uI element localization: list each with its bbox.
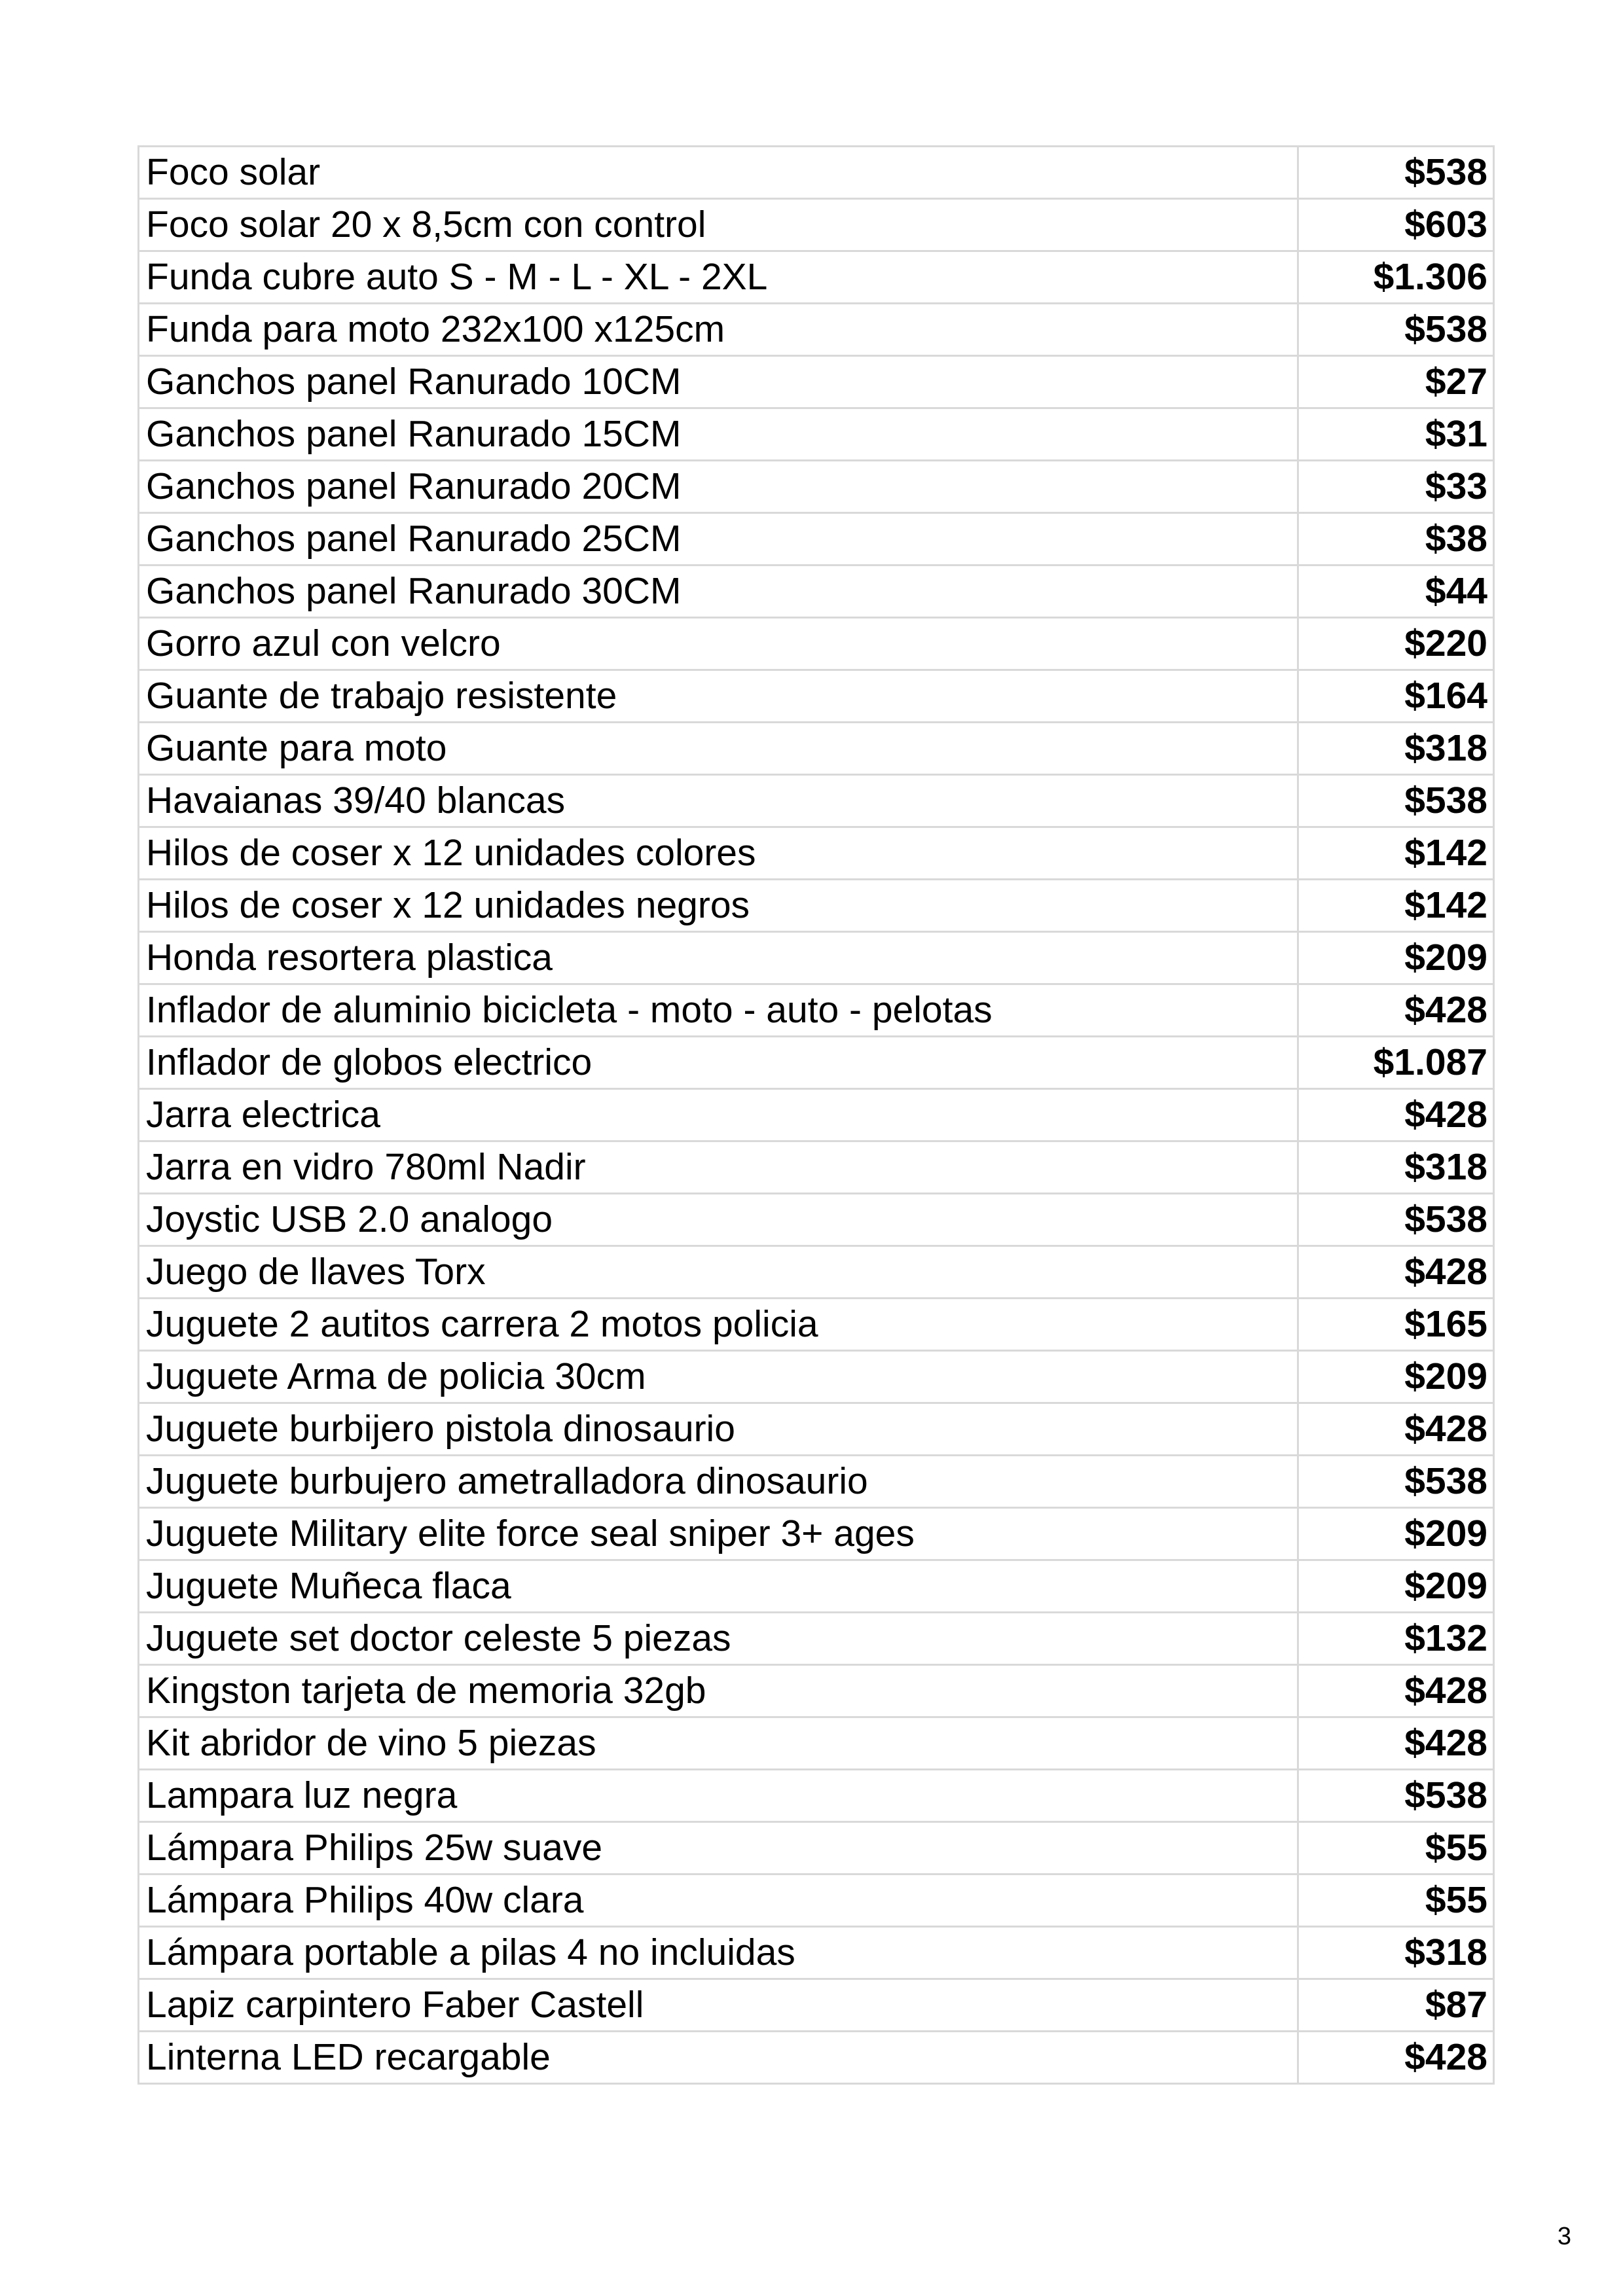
- table-row: [139, 1874, 1494, 1927]
- product-price-cell: $87: [1298, 1979, 1494, 2032]
- product-price-cell: $44: [1298, 565, 1494, 618]
- product-name-cell: Honda resortera plastica: [139, 932, 1298, 984]
- product-name-cell: Lapiz carpintero Faber Castell: [139, 1979, 1298, 2032]
- product-price-cell: $538: [1298, 775, 1494, 827]
- table-row: [139, 513, 1494, 565]
- table-row: [139, 1089, 1494, 1141]
- product-price-cell: $538: [1298, 1456, 1494, 1508]
- product-name-cell: Ganchos panel Ranurado 10CM: [139, 356, 1298, 408]
- table-row: [139, 1194, 1494, 1246]
- product-name-cell: Juguete Muñeca flaca: [139, 1560, 1298, 1613]
- table-row: [139, 1979, 1494, 2032]
- product-price-cell: $31: [1298, 408, 1494, 461]
- table-row: [139, 1770, 1494, 1822]
- product-name-cell: Guante de trabajo resistente: [139, 670, 1298, 723]
- table-row: [139, 827, 1494, 880]
- product-price-cell: $538: [1298, 1194, 1494, 1246]
- product-name-cell: Lámpara Philips 25w suave: [139, 1822, 1298, 1874]
- table-row: [139, 408, 1494, 461]
- product-price-cell: $1.306: [1298, 251, 1494, 304]
- product-price-cell: $164: [1298, 670, 1494, 723]
- product-price-cell: $209: [1298, 1560, 1494, 1613]
- product-name-cell: Juego de llaves Torx: [139, 1246, 1298, 1299]
- product-name-cell: Inflador de aluminio bicicleta - moto - auto - pelotas: [139, 984, 1298, 1037]
- product-name-cell: Kit abridor de vino 5 piezas: [139, 1717, 1298, 1770]
- product-price-cell: $142: [1298, 880, 1494, 932]
- product-price-cell: $538: [1298, 147, 1494, 199]
- product-price-cell: $428: [1298, 984, 1494, 1037]
- page-number: 3: [1557, 2223, 1571, 2250]
- product-price-cell: $33: [1298, 461, 1494, 513]
- product-name-cell: Foco solar 20 x 8,5cm con control: [139, 199, 1298, 251]
- product-price-cell: $428: [1298, 2032, 1494, 2084]
- product-name-cell: Ganchos panel Ranurado 30CM: [139, 565, 1298, 618]
- table-row: [139, 565, 1494, 618]
- table-row: [139, 984, 1494, 1037]
- product-price-cell: $209: [1298, 1508, 1494, 1560]
- product-price-cell: $1.087: [1298, 1037, 1494, 1089]
- table-row: [139, 199, 1494, 251]
- product-price-cell: $318: [1298, 1927, 1494, 1979]
- table-row: [139, 1403, 1494, 1456]
- table-row: [139, 461, 1494, 513]
- product-name-cell: Juguete set doctor celeste 5 piezas: [139, 1613, 1298, 1665]
- product-name-cell: Ganchos panel Ranurado 25CM: [139, 513, 1298, 565]
- table-row: [139, 147, 1494, 199]
- product-price-cell: $27: [1298, 356, 1494, 408]
- table-row: [139, 356, 1494, 408]
- product-name-cell: Funda cubre auto S - M - L - XL - 2XL: [139, 251, 1298, 304]
- table-row: [139, 1508, 1494, 1560]
- product-price-cell: $428: [1298, 1717, 1494, 1770]
- product-name-cell: Juguete Arma de policia 30cm: [139, 1351, 1298, 1403]
- product-name-cell: Ganchos panel Ranurado 20CM: [139, 461, 1298, 513]
- table-row: [139, 251, 1494, 304]
- price-list-body: [139, 147, 1494, 2084]
- product-name-cell: Hilos de coser x 12 unidades colores: [139, 827, 1298, 880]
- product-price-cell: $318: [1298, 1141, 1494, 1194]
- product-name-cell: Havaianas 39/40 blancas: [139, 775, 1298, 827]
- table-row: [139, 880, 1494, 932]
- table-row: [139, 775, 1494, 827]
- product-name-cell: Linterna LED recargable: [139, 2032, 1298, 2084]
- product-price-cell: $538: [1298, 304, 1494, 356]
- product-name-cell: Inflador de globos electrico: [139, 1037, 1298, 1089]
- product-name-cell: Lampara luz negra: [139, 1770, 1298, 1822]
- table-row: [139, 1141, 1494, 1194]
- table-row: [139, 723, 1494, 775]
- price-list-table: [137, 145, 1495, 2085]
- table-row: [139, 932, 1494, 984]
- product-name-cell: Funda para moto 232x100 x125cm: [139, 304, 1298, 356]
- product-price-cell: $55: [1298, 1822, 1494, 1874]
- product-name-cell: Hilos de coser x 12 unidades negros: [139, 880, 1298, 932]
- table-row: [139, 1613, 1494, 1665]
- product-name-cell: Gorro azul con velcro: [139, 618, 1298, 670]
- table-row: [139, 670, 1494, 723]
- product-name-cell: Guante para moto: [139, 723, 1298, 775]
- product-price-cell: $209: [1298, 1351, 1494, 1403]
- product-price-cell: $220: [1298, 618, 1494, 670]
- product-name-cell: Lámpara portable a pilas 4 no incluidas: [139, 1927, 1298, 1979]
- product-name-cell: Ganchos panel Ranurado 15CM: [139, 408, 1298, 461]
- table-row: [139, 1037, 1494, 1089]
- product-price-cell: $428: [1298, 1246, 1494, 1299]
- table-row: [139, 1927, 1494, 1979]
- product-price-cell: $428: [1298, 1665, 1494, 1717]
- table-row: [139, 1351, 1494, 1403]
- product-name-cell: Kingston tarjeta de memoria 32gb: [139, 1665, 1298, 1717]
- table-row: [139, 2032, 1494, 2084]
- product-price-cell: $142: [1298, 827, 1494, 880]
- product-name-cell: Jarra electrica: [139, 1089, 1298, 1141]
- product-name-cell: Joystic USB 2.0 analogo: [139, 1194, 1298, 1246]
- product-price-cell: $55: [1298, 1874, 1494, 1927]
- product-name-cell: Juguete Military elite force seal sniper 3+ ages: [139, 1508, 1298, 1560]
- product-name-cell: Juguete burbijero pistola dinosaurio: [139, 1403, 1298, 1456]
- product-price-cell: $428: [1298, 1089, 1494, 1141]
- table-row: [139, 618, 1494, 670]
- product-price-cell: $38: [1298, 513, 1494, 565]
- product-name-cell: Juguete 2 autitos carrera 2 motos policia: [139, 1299, 1298, 1351]
- table-row: [139, 1246, 1494, 1299]
- table-row: [139, 1560, 1494, 1613]
- product-price-cell: $428: [1298, 1403, 1494, 1456]
- product-price-cell: $209: [1298, 932, 1494, 984]
- product-price-cell: $538: [1298, 1770, 1494, 1822]
- product-name-cell: Jarra en vidro 780ml Nadir: [139, 1141, 1298, 1194]
- product-name-cell: Lámpara Philips 40w clara: [139, 1874, 1298, 1927]
- table-row: [139, 1822, 1494, 1874]
- product-price-cell: $165: [1298, 1299, 1494, 1351]
- table-row: [139, 1665, 1494, 1717]
- product-price-cell: $132: [1298, 1613, 1494, 1665]
- product-name-cell: Juguete burbujero ametralladora dinosaurio: [139, 1456, 1298, 1508]
- table-row: [139, 1717, 1494, 1770]
- table-row: [139, 1299, 1494, 1351]
- table-row: [139, 304, 1494, 356]
- product-price-cell: $603: [1298, 199, 1494, 251]
- product-price-cell: $318: [1298, 723, 1494, 775]
- product-name-cell: Foco solar: [139, 147, 1298, 199]
- table-row: [139, 1456, 1494, 1508]
